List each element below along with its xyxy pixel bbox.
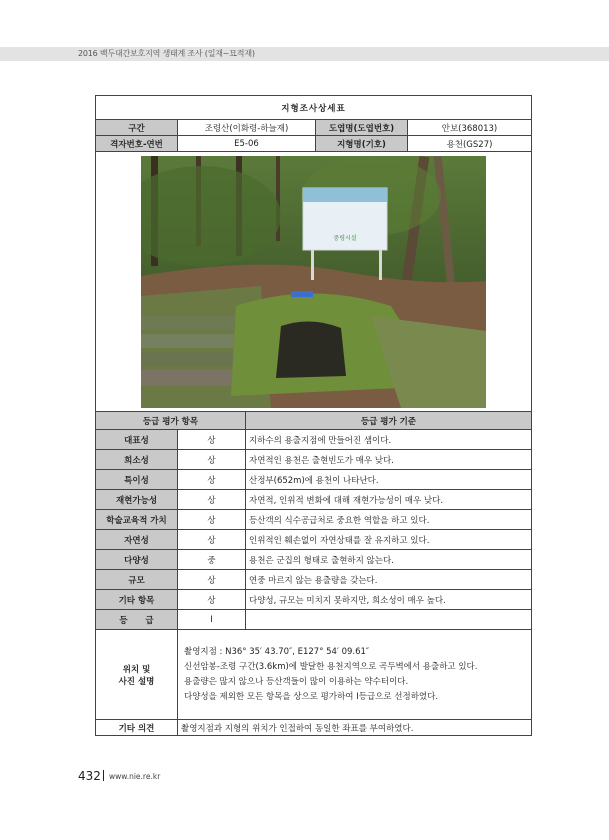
criteria-grade: 상 bbox=[178, 430, 246, 450]
footer-url: www.nie.re.kr bbox=[109, 772, 161, 781]
criteria-basis: 산정부(652m)에 용천이 나타난다. bbox=[246, 470, 532, 490]
running-header: 2016 백두대간보호지역 생태계 조사 (일재~묘적재) bbox=[78, 49, 255, 58]
criteria-item: 기타 항목 bbox=[96, 590, 178, 610]
criteria-row bbox=[96, 490, 532, 510]
criteria-row bbox=[96, 450, 532, 470]
photo-cell bbox=[96, 152, 532, 412]
location-description bbox=[178, 630, 532, 720]
criteria-item: 학술교육적 가치 bbox=[96, 510, 178, 530]
criteria-item: 재현가능성 bbox=[96, 490, 178, 510]
criteria-basis-header: 등급 평가 기준 bbox=[246, 412, 532, 430]
criteria-basis: 지하수의 용출지점에 만들어진 샘이다. bbox=[246, 430, 532, 450]
criteria-grade: 상 bbox=[178, 470, 246, 490]
survey-detail-table bbox=[95, 95, 532, 736]
criteria-basis: 용천은 군집의 형태로 출현하지 않는다. bbox=[246, 550, 532, 570]
criteria-item: 다양성 bbox=[96, 550, 178, 570]
criteria-grade: 상 bbox=[178, 590, 246, 610]
criteria-row bbox=[96, 470, 532, 490]
map-label: 도엽명(도엽번호) bbox=[316, 120, 408, 136]
sign-text: 중평시설 bbox=[333, 235, 357, 242]
grid-value: E5-06 bbox=[178, 136, 316, 152]
map-value: 안보(368013) bbox=[408, 120, 532, 136]
criteria-row bbox=[96, 510, 532, 530]
criteria-row bbox=[96, 570, 532, 590]
location-label-line: 위치 및 bbox=[122, 664, 151, 675]
criteria-basis: 등산객의 식수공급처로 중요한 역할을 하고 있다. bbox=[246, 510, 532, 530]
footer-divider bbox=[103, 770, 104, 781]
criteria-grade: 상 bbox=[178, 490, 246, 510]
criteria-item-header: 등급 평가 항목 bbox=[96, 412, 246, 430]
criteria-basis: 연중 마르지 않는 용출량을 갖는다. bbox=[246, 570, 532, 590]
criteria-row bbox=[96, 430, 532, 450]
location-label-line: 사진 설명 bbox=[118, 676, 155, 687]
description-line: 다양성을 제외한 모든 항목을 상으로 평가하여 I등급으로 선정하였다. bbox=[184, 691, 439, 702]
criteria-item: 대표성 bbox=[96, 430, 178, 450]
section-label: 구간 bbox=[96, 120, 178, 136]
grade-value: I bbox=[178, 610, 246, 630]
criteria-basis: 다양성, 규모는 미치지 못하지만, 희소성이 매우 높다. bbox=[246, 590, 532, 610]
criteria-basis: 자연적인 용천은 출현빈도가 매우 낮다. bbox=[246, 450, 532, 470]
criteria-grade: 상 bbox=[178, 530, 246, 550]
criteria-basis: 자연적, 인위적 변화에 대해 재현가능성이 매우 낮다. bbox=[246, 490, 532, 510]
criteria-row bbox=[96, 530, 532, 550]
table-title: 지형조사상세표 bbox=[96, 96, 532, 120]
criteria-basis: 인위적인 훼손없이 자연상태를 잘 유지하고 있다. bbox=[246, 530, 532, 550]
grid-label: 격자번호-연번 bbox=[96, 136, 178, 152]
description-line: 용출량은 많지 않으나 등산객들이 많이 이용하는 약수터이다. bbox=[184, 676, 409, 687]
spring-photo-image bbox=[141, 156, 486, 408]
description-line: 신선암봉-조령 구간(3.6km)에 발달한 용천지역으로 곡두벽에서 용출하고 있다. bbox=[184, 661, 478, 672]
note-label: 기타 의견 bbox=[96, 720, 178, 736]
page-number: 432 bbox=[78, 769, 101, 783]
landform-label: 지형명(기호) bbox=[316, 136, 408, 152]
grade-row bbox=[96, 610, 532, 630]
section-value: 조령산(이화령-하늘재) bbox=[178, 120, 316, 136]
location-label bbox=[96, 630, 178, 720]
grade-label: 등 급 bbox=[96, 610, 178, 630]
criteria-grade: 중 bbox=[178, 550, 246, 570]
landform-value: 용천(GS27) bbox=[408, 136, 532, 152]
note-text: 촬영지점과 지형의 위치가 인접하여 동일한 좌표를 부여하였다. bbox=[178, 720, 532, 736]
criteria-grade: 상 bbox=[178, 510, 246, 530]
criteria-item: 규모 bbox=[96, 570, 178, 590]
spring-photo bbox=[141, 156, 486, 408]
criteria-row bbox=[96, 550, 532, 570]
criteria-item: 희소성 bbox=[96, 450, 178, 470]
criteria-grade: 상 bbox=[178, 450, 246, 470]
coordinates-text: 촬영지점 : N36° 35′ 43.70″, E127° 54′ 09.61″ bbox=[184, 646, 370, 657]
criteria-item: 특이성 bbox=[96, 470, 178, 490]
criteria-row bbox=[96, 590, 532, 610]
criteria-item: 자연성 bbox=[96, 530, 178, 550]
criteria-grade: 상 bbox=[178, 570, 246, 590]
grade-note bbox=[246, 610, 532, 630]
